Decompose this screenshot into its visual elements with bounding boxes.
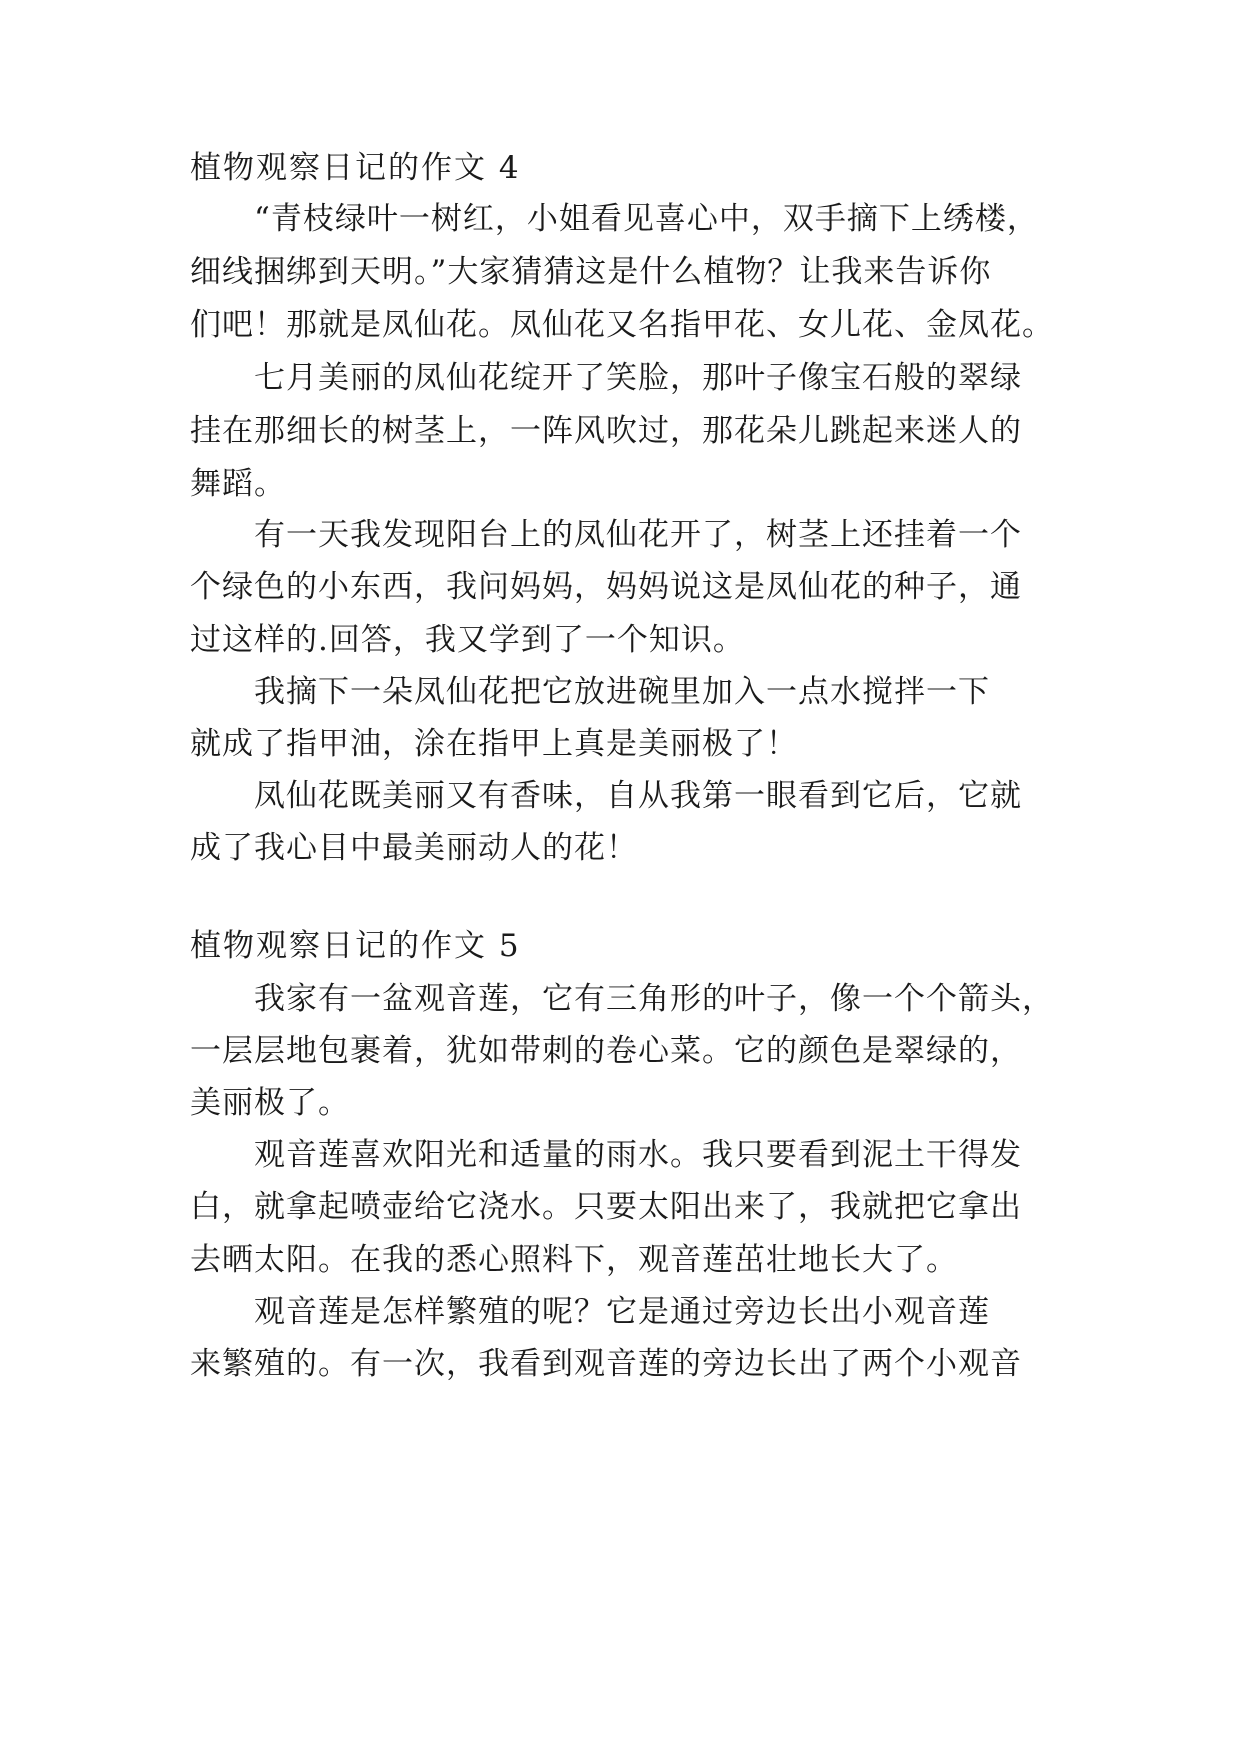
section-5-p2-line1: 观音莲喜欢阳光和适量的雨水。我只要看到泥土干得发 bbox=[190, 1137, 1022, 1173]
section-5-p1-line1: 我家有一盆观音莲，它有三角形的叶子，像一个个箭头， bbox=[190, 981, 1054, 1017]
section-4-p3-line2: 个绿色的小东西，我问妈妈，妈妈说这是凤仙花的种子，通 bbox=[190, 569, 1022, 605]
section-5-p2-line2: 白，就拿起喷壶给它浇水。只要太阳出来了，我就把它拿出 bbox=[190, 1189, 1022, 1225]
section-5-p3-line1: 观音莲是怎样繁殖的呢？它是通过旁边长出小观音莲 bbox=[190, 1294, 990, 1330]
section-4-p1-line3: 们吧！那就是凤仙花。凤仙花又名指甲花、女儿花、金凤花。 bbox=[190, 307, 1054, 343]
section-4-p4-line2: 就成了指甲油，涂在指甲上真是美丽极了！ bbox=[190, 726, 798, 762]
section-4-p3-line3: 过这样的.回答，我又学到了一个知识。 bbox=[190, 622, 745, 658]
section-4-p5-line2: 成了我心目中最美丽动人的花！ bbox=[190, 830, 638, 866]
section-5-p1-line2: 一层层地包裹着，犹如带刺的卷心菜。它的颜色是翠绿的， bbox=[190, 1033, 1022, 1069]
section-4-p2-line3: 舞蹈。 bbox=[190, 466, 286, 502]
section-4-p1-line2: 细线捆绑到天明。”大家猜猜这是什么植物？让我来告诉你 bbox=[190, 254, 992, 290]
section-4-p5-line1: 凤仙花既美丽又有香味，自从我第一眼看到它后，它就 bbox=[190, 778, 1022, 814]
section-4-title: 植物观察日记的作文 4 bbox=[190, 150, 521, 186]
section-4-p2-line1: 七月美丽的凤仙花绽开了笑脸，那叶子像宝石般的翠绿 bbox=[190, 360, 1022, 396]
section-5-p3-line2: 来繁殖的。有一次，我看到观音莲的旁边长出了两个小观音 bbox=[190, 1346, 1022, 1382]
section-4-p2-line2: 挂在那细长的树茎上，一阵风吹过，那花朵儿跳起来迷人的 bbox=[190, 413, 1022, 449]
section-5-p2-line3: 去晒太阳。在我的悉心照料下，观音莲茁壮地长大了。 bbox=[190, 1242, 958, 1278]
section-5-title: 植物观察日记的作文 5 bbox=[190, 928, 521, 964]
section-4-p3-line1: 有一天我发现阳台上的凤仙花开了，树茎上还挂着一个 bbox=[190, 517, 1022, 553]
section-4-p4-line1: 我摘下一朵凤仙花把它放进碗里加入一点水搅拌一下 bbox=[190, 674, 990, 710]
section-4-p1-line1: “青枝绿叶一树红，小姐看见喜心中，双手摘下上绣楼， bbox=[190, 201, 1039, 237]
section-5-p1-line3: 美丽极了。 bbox=[190, 1085, 350, 1121]
